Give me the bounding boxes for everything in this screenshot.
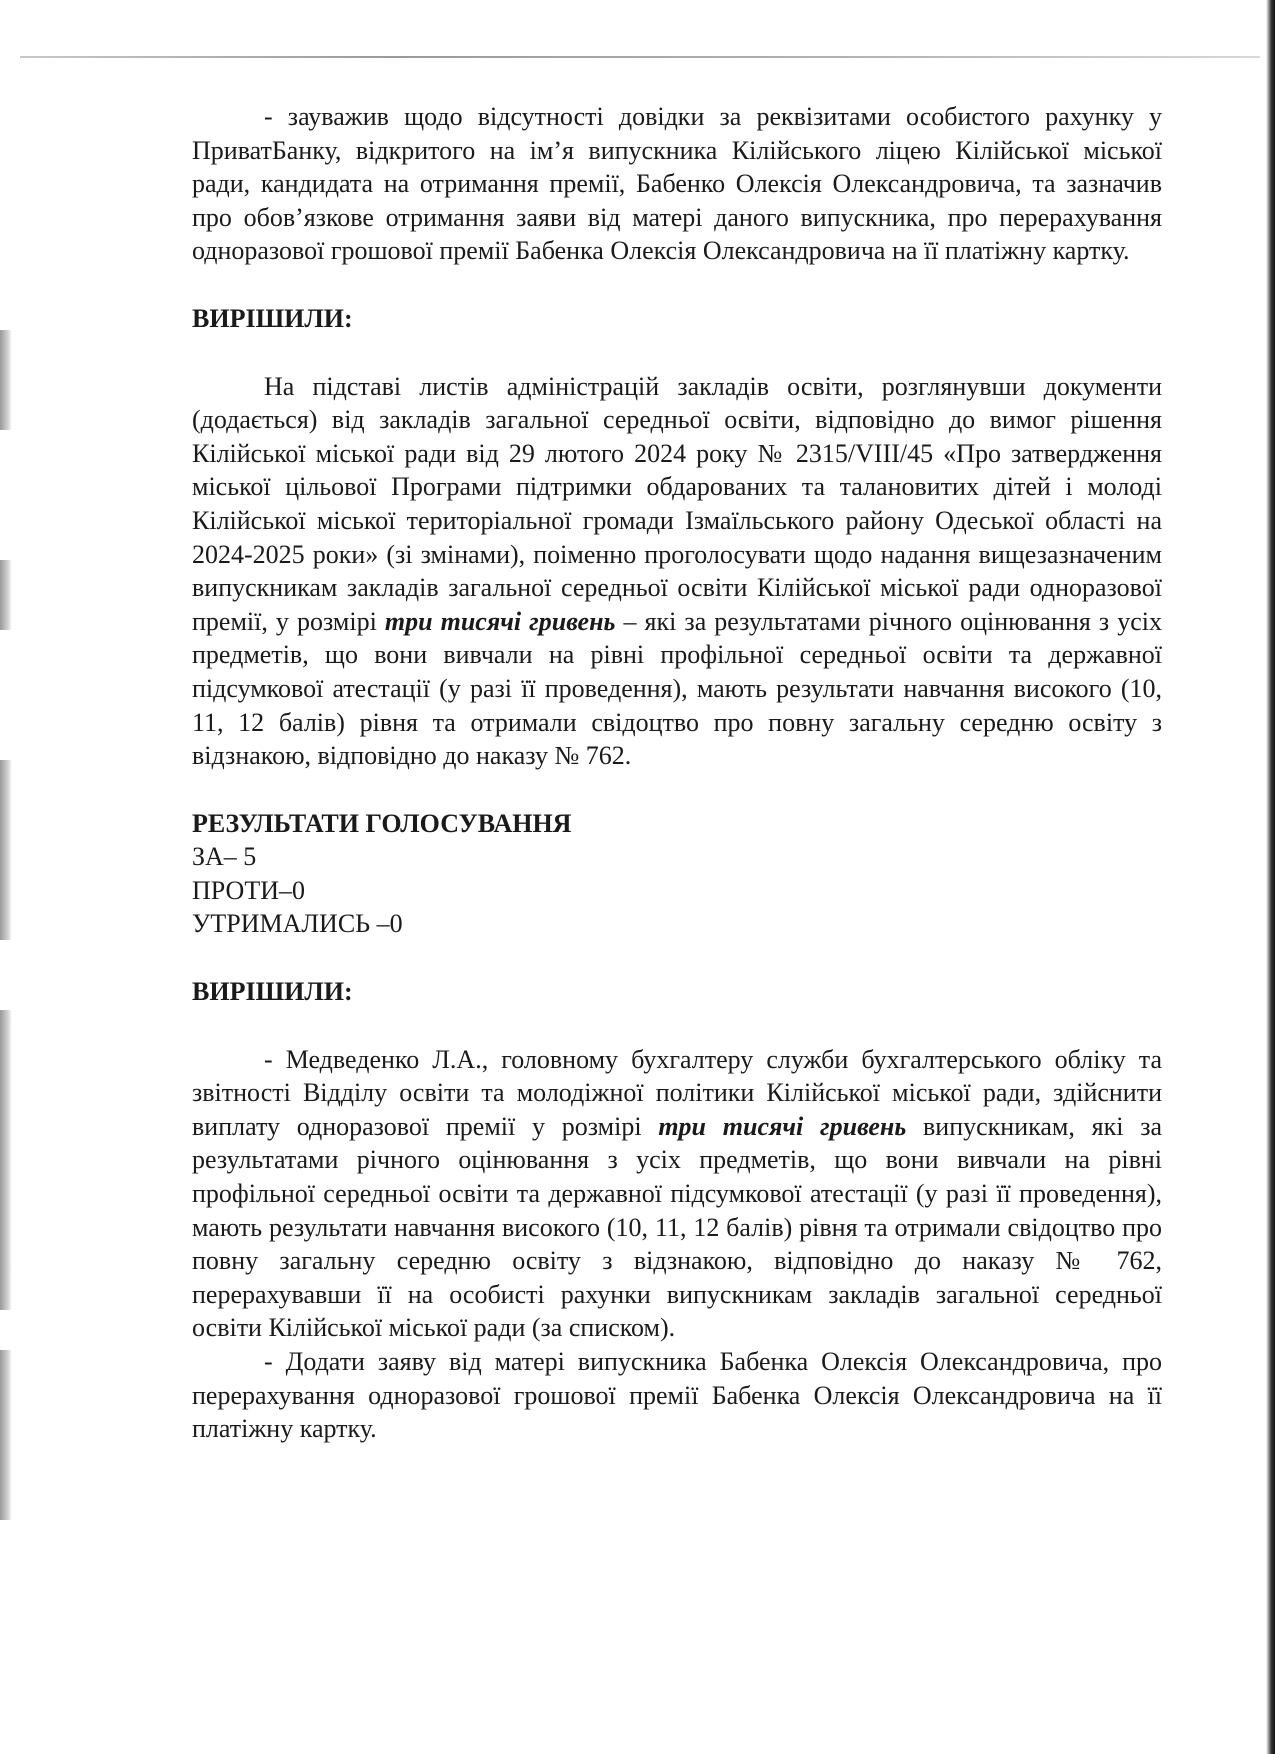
document-page <box>192 100 1162 1446</box>
paragraph-remark: - зауважив щодо відсутності довідки за реквізитами особистого рахунку у ПриватБанку, відкритого на ім’я випускника Кілійського ліцею Кілійської міської ради, кандидата на отримання премії, Бабенко Олексія Олександровича, та зазначив про обов’язкове отримання заяви від матері даного випускника, про перерахування одноразової грошової премії Бабенка Олексія Олександровича на її платіжну картку. <box>192 102 1162 266</box>
scan-left-smudge <box>0 1010 12 1310</box>
voting-heading: РЕЗУЛЬТАТИ ГОЛОСУВАННЯ <box>192 808 572 838</box>
paragraph-basis-emphasis: три тисячі гривень <box>384 606 616 636</box>
paragraph-payment <box>192 1043 1162 1345</box>
scan-left-smudge <box>0 1350 12 1520</box>
spacer <box>192 941 1162 975</box>
paragraph-basis-text: На підставі листів адміністрацій закладів освіти, розглянувши документи (додається) від закладів загальної середньої освіти, відповідно до вимог рішення Кілійської міської ради від 29 лютого 2024 року № 2315/VIII/45 «Про затвердження міської цільової Програми підтримки обдарованих та талановитих дітей і молоді Кілійської міської територіальної громади Ізмаїльського району Одеської області на 2024-2025 роки» (зі змінами), поіменно проголосувати щодо надання вищезазначеним випускникам закладів загальної середньої освіти Кілійської міської ради одноразової премії, у розмірі <box>192 371 1162 636</box>
vote-against: ПРОТИ–0 <box>192 875 305 905</box>
heading-decided-1: ВИРІШИЛИ: <box>192 303 353 333</box>
paragraph-payment-emphasis: три тисячі гривень <box>658 1111 907 1141</box>
vote-abstained: УТРИМАЛИСЬ –0 <box>192 909 403 939</box>
spacer <box>192 773 1162 807</box>
spacer <box>192 1009 1162 1043</box>
scan-top-line <box>20 56 1260 58</box>
heading-decided-2: ВИРІШИЛИ: <box>192 977 353 1007</box>
scan-left-smudge <box>0 560 12 630</box>
scan-left-smudge <box>0 760 12 940</box>
paragraph-payment-text: - Медведенко Л.А., головному бухгалтеру служби бухгалтерського обліку та звітності Відділу освіти та молодіжної політики Кілійської міської ради, здійснити виплату одноразової премії у розмірі <box>192 1044 1162 1141</box>
spacer <box>192 336 1162 370</box>
vote-for: ЗА– 5 <box>192 842 257 872</box>
paragraph-attach-application: - Додати заяву від матері випускника Бабенка Олексія Олександровича, про перерахування одноразової грошової премії Бабенка Олексія Олександровича на її платіжну картку. <box>192 1347 1162 1444</box>
paragraph-basis <box>192 370 1162 773</box>
paragraph-payment-text-end: випускникам, які за результатами річного оцінювання з усіх предметів, що вони вивчали на рівні профільної середньої освіти та державної підсумкової атестації (у разі її проведення), мають результати навчання високого (10, 11, 12 балів) рівня та отримали свідоцтво про повну загальну середню освіту з відзнакою, відповідно до наказу № 762, перерахувавши її на особисті рахунки випускникам закладів загальної середньої освіти Кілійської міської ради (за списком). <box>192 1111 1163 1343</box>
spacer <box>192 268 1162 302</box>
scan-left-smudge <box>0 330 12 430</box>
paragraph-basis-text-end: – які за результатами річного оцінювання з усіх предметів, що вони вивчали на рівні профільної середньої освіти та державної підсумкової атестації (у разі її проведення), мають результати навчання високого (10, 11, 12 балів) рівня та отримали свідоцтво про повну загальну середню освіту з відзнакою, відповідно до наказу № 762. <box>192 606 1162 771</box>
scan-right-edge <box>1266 0 1275 1754</box>
